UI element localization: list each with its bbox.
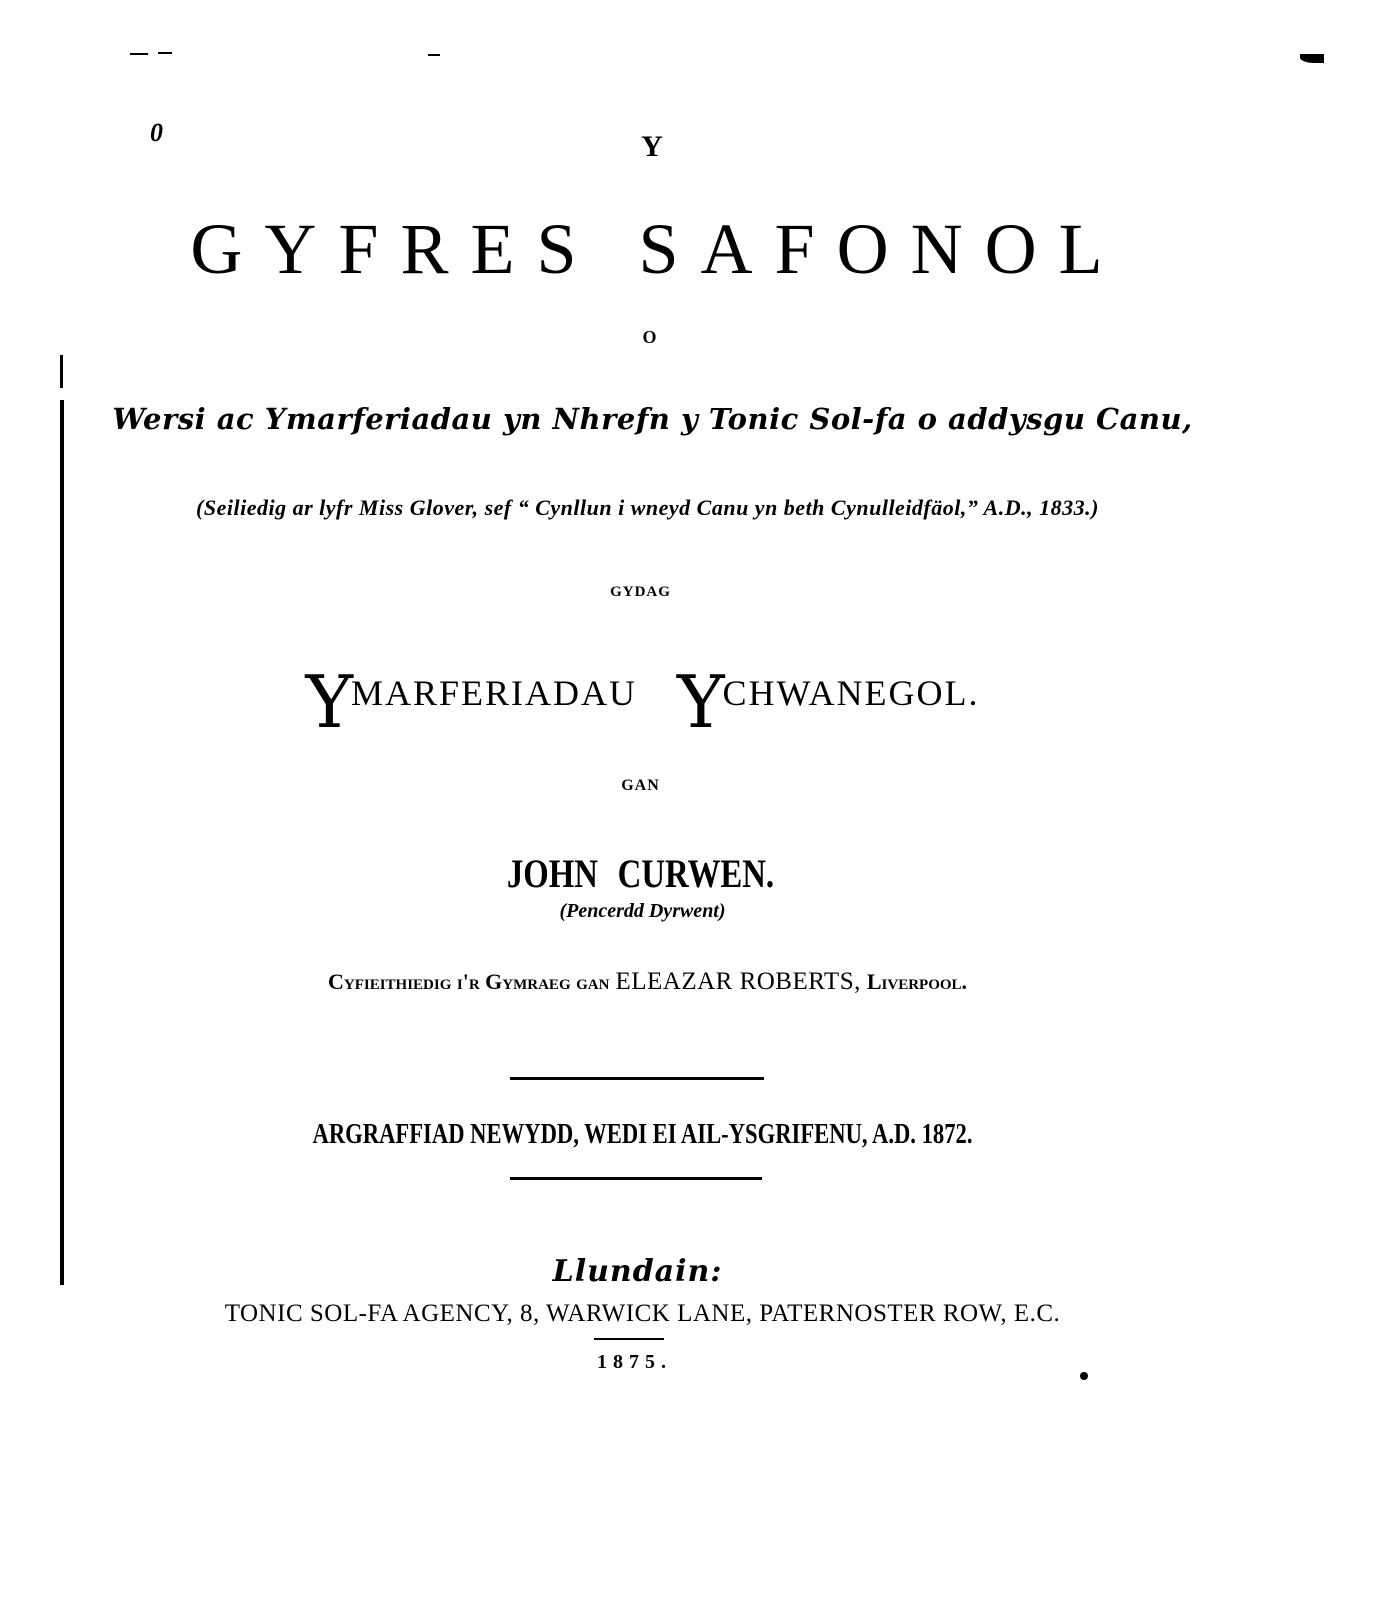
imprint-year: 1875. [597,1351,672,1373]
margin-mark: 0 [150,118,163,147]
scan-artifact-left-edge-short [60,355,63,388]
author-last: CURWEN. [617,851,775,896]
scan-artifact-left-edge [60,400,64,1285]
supplement-title [0,660,1335,744]
connector-o: O [642,327,657,347]
by-label: GAN [621,777,660,794]
italic-note: (Seiliedig ar lyfr Miss Glover, sef “ Cynllun i wneyd Canu yn beth Cynulleidfäol,” A.D., 1833.) [196,495,1099,520]
scan-artifact-top-right [1300,54,1324,63]
author-first: JOHN [506,851,598,896]
imprint-publisher: TONIC SOL-FA AGENCY, 8, WARWICK LANE, PATERNOSTER ROW, E.C. [224,1300,1061,1327]
scan-artifact-top-left [130,53,148,55]
author-name [73,850,1209,897]
imprint-city: Llundain: [552,1254,723,1289]
edition-line: ARGRAFFIAD NEWYDD, WEDI EI AIL-YSGRIFENU, A.D. 1872. [312,1118,973,1150]
bardic-name: (Pencerdd Dyrwent) [559,900,726,922]
divider-bottom [510,1177,762,1180]
title-article: Y [641,130,664,163]
initial-y-2: Y [677,660,727,744]
divider-year [594,1338,664,1340]
translation-credit [0,968,1340,996]
main-title: GYFRES SAFONOL [190,209,1125,289]
translator-name: ELEAZAR ROBERTS, [615,968,861,995]
initial-y-1: Y [305,660,355,744]
blackletter-subtitle: Wersi ac Ymarferiadau yn Nhrefn y Tonic Sol-fa o addysgu Canu, [112,402,1193,436]
with-label: GYDAG [610,584,671,600]
word-chwanegol: CHWANEGOL. [722,673,980,713]
divider-top [510,1077,764,1080]
translation-prefix: Cyfieithiedig i'r Gymraeg gan [327,969,610,994]
scan-artifact-top-center [428,54,440,56]
scan-artifact-top-left-2 [158,52,172,54]
word-marferiadau: MARFERIADAU [350,673,638,713]
translator-place: Liverpool. [866,969,968,994]
